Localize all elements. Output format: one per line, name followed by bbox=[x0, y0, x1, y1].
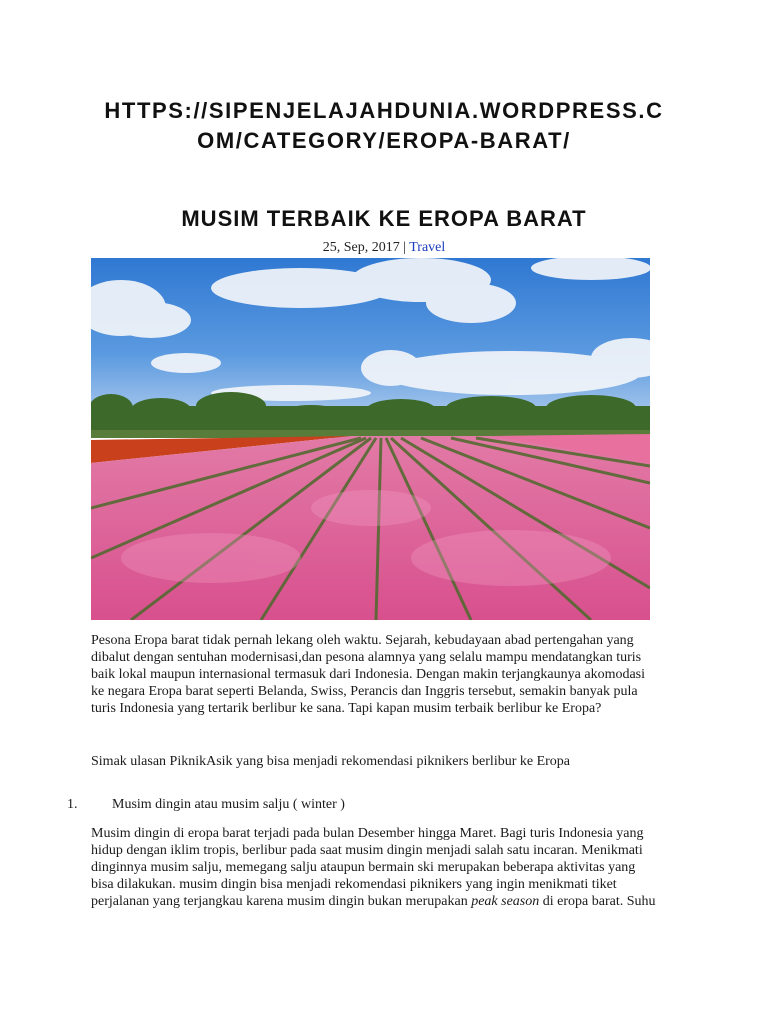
tulip-field-image bbox=[91, 258, 650, 620]
url-heading-line-2: OM/CATEGORY/EROPA-BARAT/ bbox=[197, 128, 571, 153]
recommendation-paragraph: Simak ulasan PiknikAsik yang bisa menjadi rekomendasi piknikers berlibur ke Eropa bbox=[91, 754, 571, 769]
category-link-travel[interactable]: Travel bbox=[409, 240, 446, 255]
url-heading bbox=[92, 96, 676, 156]
intro-paragraph: Pesona Eropa barat tidak pernah lekang oleh waktu. Sejarah, kebudayaan abad pertengahan yang dibalut dengan sentuhan modernisasi,dan pesona alamnya yang selalu mampu mendatangkan turis baik lokal maupun internasional termasuk dari Indonesia. Dengan makin terjangkaunya akomodasi ke negara Eropa barat seperti Belanda, Swiss, Perancis dan Inggris tersebut, semakin banyak pula turis Indonesia yang tertarik berlibur ke sana. Tapi kapan musim terbaik berlibur ke Eropa? bbox=[91, 633, 646, 716]
post-meta bbox=[92, 240, 676, 256]
list-item-number: 1. bbox=[67, 797, 78, 812]
list-item-text: Musim dingin atau musim salju ( winter ) bbox=[112, 797, 345, 812]
url-heading-line-1: HTTPS://SIPENJELAJAHDUNIA.WORDPRESS.C bbox=[104, 98, 664, 123]
peak-season-term: peak season bbox=[471, 894, 540, 909]
winter-paragraph-text: Musim dingin di eropa barat terjadi pada bulan Desember hingga Maret. Bagi turis Indonesia yang hidup dengan iklim tropis, berlibur pada saat musim dingin menjadi salah satu incaran. Menikmati dinginnya musim salju, memegang salju ataupun bermain ski merupakan beberapa aktivitas yang bisa dilakukan. musim dingin bisa menjadi rekomendasi piknikers yang ingin menikmati tiket perjalanan yang terjangkau karena musim dingin bukan merupakan bbox=[91, 826, 644, 909]
post-date: 25, Sep, 2017 bbox=[322, 240, 400, 255]
winter-paragraph bbox=[91, 825, 656, 910]
page-title: MUSIM TERBAIK KE EROPA BARAT bbox=[181, 206, 587, 231]
meta-separator: | bbox=[399, 240, 410, 255]
winter-paragraph-tail: di eropa barat. Suhu bbox=[539, 894, 656, 909]
